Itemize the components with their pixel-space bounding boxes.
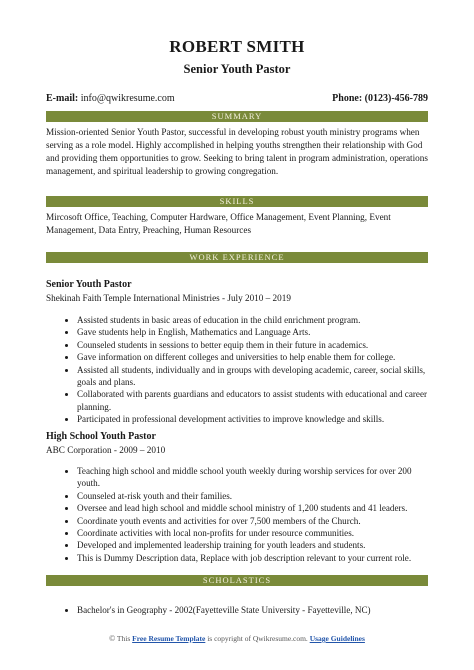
job-meta-1: Shekinah Faith Temple International Ministries - July 2010 – 2019 [46, 293, 291, 303]
list-item: • Coordinate youth events and activities for over 7,500 members of the Church. [77, 515, 428, 527]
email-value[interactable]: info@qwikresume.com [80, 93, 175, 104]
footer-prefix: This [116, 634, 131, 643]
job-bullets-1 [46, 314, 428, 426]
job-meta-2: ABC Corporation - 2009 – 2010 [46, 445, 166, 455]
scholastics-section-bar: SCHOLASTICS [46, 575, 428, 586]
list-item: • Developed and implemented leadership training for youth leaders and students. [77, 539, 428, 551]
copyright-icon: © [109, 634, 116, 643]
phone-value: (0123)-456-789 [364, 93, 428, 104]
list-item: • Assisted all students, individually and in groups with developing academic, career, social skills, goals and plans. [77, 364, 428, 389]
list-item: • Participated in professional development activities to improve knowledge and skills. [77, 413, 428, 425]
email-block [46, 93, 175, 104]
list-item: • Counseled at-risk youth and their families. [77, 490, 428, 502]
list-item: • Bachelor's in Geography - 2002(Fayetteville State University - Fayetteville, NC) [77, 604, 428, 616]
skills-section-bar: SKILLS [46, 196, 428, 207]
list-item: • Oversee and lead high school and middle school ministry of 1,200 students and 41 leaders. [77, 502, 428, 514]
free-resume-template-link[interactable]: Free Resume Template [132, 634, 206, 643]
footer-middle: is copyright of Qwikresume.com. [207, 634, 308, 643]
job-title-1: Senior Youth Pastor [46, 279, 132, 290]
education-list [46, 604, 428, 616]
skills-text: Mircosoft Office, Teaching, Computer Hardware, Office Management, Event Planning, Event Management, Data Entry, Preaching, Human Resources [46, 212, 391, 235]
job-bullets-2 [46, 465, 428, 564]
list-item: • Counseled students in sessions to better equip them in their future in academics. [77, 339, 428, 351]
phone-block [332, 93, 428, 104]
candidate-name: ROBERT SMITH [169, 37, 305, 56]
experience-section-bar: WORK EXPERIENCE [46, 252, 428, 263]
usage-guidelines-link[interactable]: Usage Guidelines [309, 634, 365, 643]
list-item: • Assisted students in basic areas of education in the child enrichment program. [77, 314, 428, 326]
email-label: E-mail: [46, 93, 79, 104]
summary-section-bar: SUMMARY [46, 111, 428, 122]
list-item: • Collaborated with parents guardians and educators to assist students with educational and career planning. [77, 388, 428, 413]
phone-label: Phone: [332, 93, 363, 104]
candidate-title: Senior Youth Pastor [183, 62, 291, 76]
list-item: • Gave information on different colleges and universities to help enable them for college. [77, 351, 428, 363]
summary-text: Mission-oriented Senior Youth Pastor, successful in developing robust youth ministry programs when serving as a role model. Highly accomplished in helping youths strengthen their relationship with God and providing them opportunities to grow. Seeking to bring talent in program administration, operations management, and spiritual leadership to growing congregation. [46, 127, 428, 176]
list-item: • Gave students help in English, Mathematics and Language Arts. [77, 326, 428, 338]
job-title-2: High School Youth Pastor [46, 431, 156, 442]
list-item: • Teaching high school and middle school youth weekly during worship services for over 200 youth. [77, 465, 428, 490]
footer [0, 634, 474, 643]
list-item: • Coordinate activities with local non-profits for under resource communities. [77, 527, 428, 539]
list-item: • This is Dummy Description data, Replace with job description relevant to your current role. [77, 552, 428, 564]
